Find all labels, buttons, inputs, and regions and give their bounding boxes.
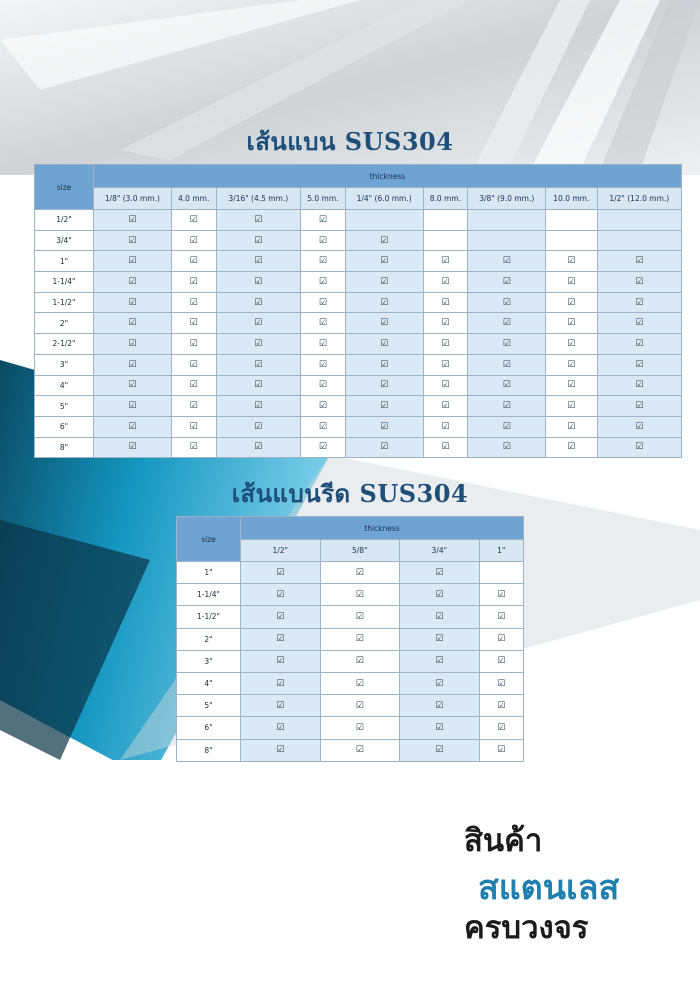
availability-check-icon: ☑ (546, 272, 597, 293)
availability-check-icon: ☑ (597, 437, 681, 458)
availability-check-icon: ☑ (216, 292, 300, 313)
size-cell: 1" (35, 251, 94, 272)
thickness-header: thickness (94, 165, 682, 188)
availability-check-icon: ☑ (320, 739, 400, 761)
slogan-line-2: สแตนเลส (478, 868, 620, 908)
availability-check-icon: ☑ (546, 396, 597, 417)
availability-check-icon: ☑ (479, 695, 523, 717)
availability-check-icon: ☑ (400, 628, 480, 650)
size-cell: 6" (35, 416, 94, 437)
table-row (177, 584, 524, 606)
availability-check-icon: ☑ (400, 606, 480, 628)
availability-check-icon: ☑ (468, 292, 546, 313)
table-row (35, 272, 682, 293)
availability-check-icon: ☑ (546, 437, 597, 458)
availability-check-icon: ☑ (300, 416, 345, 437)
availability-check-icon: ☑ (400, 562, 480, 584)
availability-check-icon: ☑ (597, 396, 681, 417)
availability-check-icon: ☑ (423, 354, 468, 375)
empty-cell (345, 210, 423, 231)
availability-check-icon: ☑ (479, 717, 523, 739)
availability-check-icon: ☑ (171, 396, 216, 417)
availability-check-icon: ☑ (94, 313, 172, 334)
availability-check-icon: ☑ (345, 313, 423, 334)
size-cell: 4" (35, 375, 94, 396)
thickness-column-header: 5.0 mm. (300, 188, 345, 210)
table-row (177, 628, 524, 650)
availability-check-icon: ☑ (171, 437, 216, 458)
availability-check-icon: ☑ (400, 672, 480, 694)
availability-check-icon: ☑ (171, 354, 216, 375)
availability-check-icon: ☑ (597, 292, 681, 313)
thickness-column-header: 3/16" (4.5 mm.) (216, 188, 300, 210)
availability-check-icon: ☑ (597, 251, 681, 272)
size-cell: 8" (35, 437, 94, 458)
availability-check-icon: ☑ (423, 272, 468, 293)
thickness-column-header: 1/2" (241, 540, 321, 562)
availability-check-icon: ☑ (468, 396, 546, 417)
availability-check-icon: ☑ (479, 584, 523, 606)
availability-check-icon: ☑ (300, 210, 345, 231)
availability-check-icon: ☑ (171, 313, 216, 334)
availability-check-icon: ☑ (345, 375, 423, 396)
size-cell: 2" (177, 628, 241, 650)
size-cell: 5" (177, 695, 241, 717)
availability-check-icon: ☑ (345, 251, 423, 272)
empty-cell (479, 562, 523, 584)
availability-check-icon: ☑ (94, 375, 172, 396)
availability-check-icon: ☑ (216, 396, 300, 417)
size-cell: 1-1/4" (177, 584, 241, 606)
availability-check-icon: ☑ (300, 230, 345, 251)
availability-check-icon: ☑ (171, 251, 216, 272)
availability-check-icon: ☑ (479, 606, 523, 628)
availability-check-icon: ☑ (94, 437, 172, 458)
availability-check-icon: ☑ (597, 375, 681, 396)
availability-check-icon: ☑ (468, 437, 546, 458)
table-row (177, 695, 524, 717)
availability-check-icon: ☑ (171, 210, 216, 231)
availability-check-icon: ☑ (320, 672, 400, 694)
availability-check-icon: ☑ (241, 695, 321, 717)
availability-check-icon: ☑ (320, 562, 400, 584)
rolled-flat-bar-spec-table (176, 516, 524, 762)
availability-check-icon: ☑ (320, 650, 400, 672)
availability-check-icon: ☑ (468, 334, 546, 355)
size-cell: 1/2" (35, 210, 94, 231)
availability-check-icon: ☑ (345, 437, 423, 458)
availability-check-icon: ☑ (241, 739, 321, 761)
availability-check-icon: ☑ (241, 606, 321, 628)
empty-cell (597, 210, 681, 231)
thickness-column-header: 3/4" (400, 540, 480, 562)
empty-cell (546, 210, 597, 231)
availability-check-icon: ☑ (546, 416, 597, 437)
availability-check-icon: ☑ (546, 334, 597, 355)
availability-check-icon: ☑ (597, 272, 681, 293)
table-row (177, 650, 524, 672)
availability-check-icon: ☑ (300, 251, 345, 272)
size-cell: 1-1/4" (35, 272, 94, 293)
flat-bar-title: เส้นแบน SUS304 (246, 127, 454, 156)
size-cell: 1-1/2" (35, 292, 94, 313)
table-row (35, 251, 682, 272)
table-row (177, 606, 524, 628)
availability-check-icon: ☑ (94, 251, 172, 272)
availability-check-icon: ☑ (546, 313, 597, 334)
availability-check-icon: ☑ (597, 416, 681, 437)
availability-check-icon: ☑ (479, 650, 523, 672)
slogan-line-1: สินค้า (464, 823, 543, 859)
size-cell: 3/4" (35, 230, 94, 251)
availability-check-icon: ☑ (345, 416, 423, 437)
availability-check-icon: ☑ (94, 354, 172, 375)
size-cell: 8" (177, 739, 241, 761)
availability-check-icon: ☑ (300, 437, 345, 458)
availability-check-icon: ☑ (400, 717, 480, 739)
rolled-flat-bar-title: เส้นแบนรีด SUS304 (231, 479, 469, 508)
availability-check-icon: ☑ (320, 606, 400, 628)
flat-bar-spec-table (34, 164, 682, 458)
table-row (35, 396, 682, 417)
availability-check-icon: ☑ (345, 272, 423, 293)
availability-check-icon: ☑ (345, 396, 423, 417)
availability-check-icon: ☑ (171, 230, 216, 251)
availability-check-icon: ☑ (423, 251, 468, 272)
availability-check-icon: ☑ (300, 272, 345, 293)
availability-check-icon: ☑ (300, 292, 345, 313)
empty-cell (423, 210, 468, 231)
availability-check-icon: ☑ (400, 739, 480, 761)
thickness-column-header: 1/8" (3.0 mm.) (94, 188, 172, 210)
availability-check-icon: ☑ (216, 272, 300, 293)
availability-check-icon: ☑ (423, 334, 468, 355)
availability-check-icon: ☑ (468, 272, 546, 293)
empty-cell (423, 230, 468, 251)
size-cell: 5" (35, 396, 94, 417)
availability-check-icon: ☑ (171, 272, 216, 293)
availability-check-icon: ☑ (171, 292, 216, 313)
thickness-column-header: 8.0 mm. (423, 188, 468, 210)
availability-check-icon: ☑ (241, 628, 321, 650)
availability-check-icon: ☑ (94, 292, 172, 313)
table-row (35, 210, 682, 231)
availability-check-icon: ☑ (216, 354, 300, 375)
availability-check-icon: ☑ (94, 210, 172, 231)
availability-check-icon: ☑ (597, 354, 681, 375)
availability-check-icon: ☑ (423, 437, 468, 458)
availability-check-icon: ☑ (216, 416, 300, 437)
table-row (35, 375, 682, 396)
size-cell: 2" (35, 313, 94, 334)
table-row (35, 334, 682, 355)
availability-check-icon: ☑ (320, 717, 400, 739)
size-header: size (35, 165, 94, 210)
availability-check-icon: ☑ (94, 272, 172, 293)
availability-check-icon: ☑ (241, 562, 321, 584)
availability-check-icon: ☑ (345, 292, 423, 313)
availability-check-icon: ☑ (468, 416, 546, 437)
availability-check-icon: ☑ (468, 251, 546, 272)
thickness-column-header: 3/8" (9.0 mm.) (468, 188, 546, 210)
slogan-line-3: ครบวงจร (464, 910, 589, 946)
availability-check-icon: ☑ (423, 416, 468, 437)
table-row (35, 230, 682, 251)
availability-check-icon: ☑ (546, 375, 597, 396)
availability-check-icon: ☑ (94, 334, 172, 355)
availability-check-icon: ☑ (546, 354, 597, 375)
availability-check-icon: ☑ (241, 650, 321, 672)
availability-check-icon: ☑ (345, 334, 423, 355)
availability-check-icon: ☑ (468, 354, 546, 375)
availability-check-icon: ☑ (241, 584, 321, 606)
availability-check-icon: ☑ (400, 584, 480, 606)
availability-check-icon: ☑ (468, 313, 546, 334)
empty-cell (597, 230, 681, 251)
availability-check-icon: ☑ (216, 334, 300, 355)
availability-check-icon: ☑ (423, 313, 468, 334)
thickness-column-header: 10.0 mm. (546, 188, 597, 210)
availability-check-icon: ☑ (400, 695, 480, 717)
table-row (35, 354, 682, 375)
availability-check-icon: ☑ (345, 354, 423, 375)
availability-check-icon: ☑ (300, 334, 345, 355)
empty-cell (468, 210, 546, 231)
availability-check-icon: ☑ (216, 251, 300, 272)
table-row (35, 437, 682, 458)
availability-check-icon: ☑ (597, 313, 681, 334)
availability-check-icon: ☑ (94, 230, 172, 251)
size-cell: 3" (35, 354, 94, 375)
availability-check-icon: ☑ (94, 416, 172, 437)
thickness-column-header: 5/8" (320, 540, 400, 562)
availability-check-icon: ☑ (300, 396, 345, 417)
size-cell: 2-1/2" (35, 334, 94, 355)
size-cell: 6" (177, 717, 241, 739)
table-row (35, 416, 682, 437)
availability-check-icon: ☑ (171, 416, 216, 437)
table-row (177, 717, 524, 739)
availability-check-icon: ☑ (216, 230, 300, 251)
availability-check-icon: ☑ (423, 375, 468, 396)
availability-check-icon: ☑ (479, 739, 523, 761)
availability-check-icon: ☑ (320, 584, 400, 606)
availability-check-icon: ☑ (423, 292, 468, 313)
size-cell: 1-1/2" (177, 606, 241, 628)
size-cell: 1" (177, 562, 241, 584)
availability-check-icon: ☑ (300, 354, 345, 375)
availability-check-icon: ☑ (241, 717, 321, 739)
thickness-header: thickness (241, 517, 524, 540)
empty-cell (468, 230, 546, 251)
thickness-column-header: 4.0 mm. (171, 188, 216, 210)
table-row (35, 292, 682, 313)
availability-check-icon: ☑ (216, 313, 300, 334)
availability-check-icon: ☑ (300, 375, 345, 396)
availability-check-icon: ☑ (171, 375, 216, 396)
thickness-column-header: 1/4" (6.0 mm.) (345, 188, 423, 210)
size-cell: 4" (177, 672, 241, 694)
availability-check-icon: ☑ (423, 396, 468, 417)
table-row (35, 313, 682, 334)
table-row (177, 562, 524, 584)
availability-check-icon: ☑ (216, 375, 300, 396)
availability-check-icon: ☑ (94, 396, 172, 417)
availability-check-icon: ☑ (546, 251, 597, 272)
availability-check-icon: ☑ (468, 375, 546, 396)
availability-check-icon: ☑ (320, 628, 400, 650)
size-cell: 3" (177, 650, 241, 672)
empty-cell (546, 230, 597, 251)
thickness-column-header: 1" (479, 540, 523, 562)
table-row (177, 672, 524, 694)
size-header: size (177, 517, 241, 562)
availability-check-icon: ☑ (597, 334, 681, 355)
table-row (177, 739, 524, 761)
availability-check-icon: ☑ (546, 292, 597, 313)
availability-check-icon: ☑ (300, 313, 345, 334)
availability-check-icon: ☑ (171, 334, 216, 355)
availability-check-icon: ☑ (241, 672, 321, 694)
availability-check-icon: ☑ (320, 695, 400, 717)
availability-check-icon: ☑ (216, 210, 300, 231)
availability-check-icon: ☑ (345, 230, 423, 251)
thickness-column-header: 1/2" (12.0 mm.) (597, 188, 681, 210)
availability-check-icon: ☑ (400, 650, 480, 672)
availability-check-icon: ☑ (479, 672, 523, 694)
availability-check-icon: ☑ (479, 628, 523, 650)
availability-check-icon: ☑ (216, 437, 300, 458)
